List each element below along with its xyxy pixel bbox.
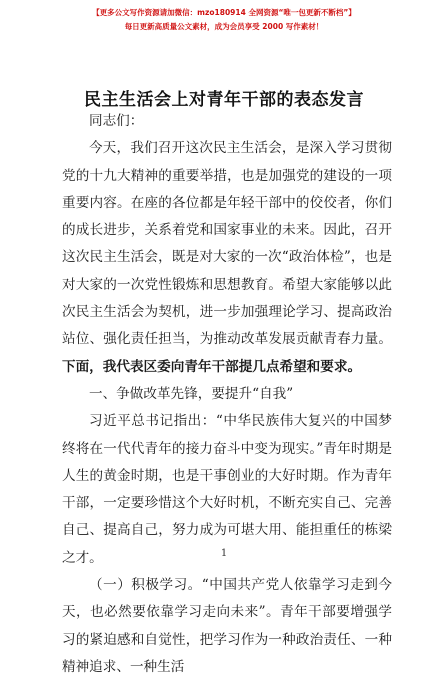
page-number: 1	[220, 548, 228, 559]
promo-banner-line-1[interactable]: 【更多公文写作资源请加微信：mzo180914 全网资源“唯一包更新不断档”】	[92, 8, 356, 17]
document-title: 民主生活会上对青年干部的表态发言	[84, 90, 364, 110]
salutation: 同志们：	[89, 113, 144, 129]
paragraph-intro-text: 今天，我们召开这次民主生活会，是深入学习贯彻党的十九大精神的重要举措，也是加强党的建设的一项重要内容。在座的各位都是年轻干部中的佼佼者，你们的成长进步，关系着党和国家事业的未来。因此，召开这次民主生活会，既是对大家的一次“政治体检”，也是对大家的一次党性锻炼和思想教育。希望大家能够以此次民主生活会为契机，进一步加强理论学习、提高政治站位、强化责任担当，为推动改革发展贡献青春力量。	[62, 140, 392, 348]
paragraph-section-1: 习近平总书记指出：“中华民族伟大复兴的中国梦终将在一代代青年的接力奋斗中变为现实。”青年时期是人生的黄金时期，也是干事创业的大好时期。作为青年干部，一定要珍惜这个大好时机，不断充实自己、完善自己、提高自己，努力成为可堪大用、能担重任的栋梁之才。	[62, 413, 392, 566]
paragraph-intro	[62, 135, 392, 381]
promo-banner	[0, 6, 448, 34]
document-body	[62, 108, 392, 681]
promo-banner-line-2[interactable]: 每日更新高质量公文素材，成为会员享受 2000 写作素材！	[124, 22, 324, 31]
section-heading-1: 一、争做改革先锋，要提升“自我”	[89, 385, 294, 402]
paragraph-subsection-1: （一）积极学习。“中国共产党人依靠学习走到今天，也必然要依靠学习走向未来”。青年干部要增强学习的紧迫感和自觉性，把学习作为一种政治责任、一种精神追求、一种生活	[62, 577, 392, 675]
paragraph-intro-bold-tail: 下面，我代表区委向青年干部提几点希望和要求。	[62, 358, 362, 375]
